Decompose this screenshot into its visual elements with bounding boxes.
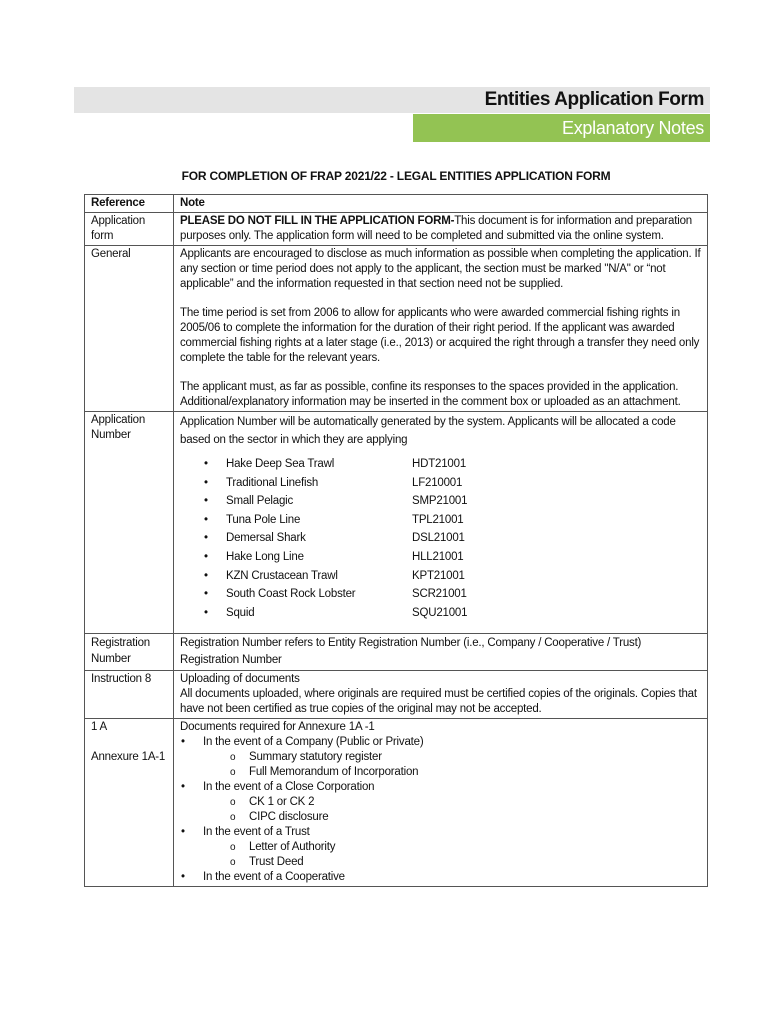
list-item: o Summary statutory register: [203, 750, 702, 765]
note-cell: Registration Number refers to Entity Registration Number (i.e., Company / Cooperative / Trust) Registration Number: [174, 634, 708, 671]
table-header-row: [85, 195, 708, 213]
list-item: • In the event of a Trust o Letter of Authority o Trust Deed: [180, 825, 702, 870]
list-item: o Letter of Authority: [203, 840, 702, 855]
note-cell: [174, 671, 708, 719]
reference-header: Reference: [85, 195, 174, 213]
annexure-title: Documents required for Annexure 1A -1: [180, 721, 375, 734]
sector-code-list: [180, 455, 702, 622]
table-row: [85, 412, 708, 634]
note-cell: [174, 719, 708, 887]
list-item: • Traditional Linefish LF210001: [180, 474, 702, 493]
list-item: o Trust Deed: [203, 855, 702, 870]
form-title: Entities Application Form: [484, 89, 704, 110]
list-item: • In the event of a Company (Public or Private) o Summary statutory register o Full Memorandum of Incorporation: [180, 735, 702, 780]
list-item: • South Coast Rock Lobster SCR21001: [180, 585, 702, 604]
table-row: [85, 634, 708, 671]
warning-text: PLEASE DO NOT FILL IN THE APPLICATION FORM-: [180, 215, 455, 227]
reference-cell: Application Number: [85, 412, 174, 634]
reference-annexure: Annexure 1A-1: [91, 751, 166, 764]
table-row: [85, 246, 708, 412]
table-row: [85, 213, 708, 246]
form-subtitle: Explanatory Notes: [562, 118, 704, 138]
list-item: • Demersal Shark DSL21001: [180, 529, 702, 548]
list-item: • Hake Long Line HLL21001: [180, 548, 702, 567]
note-cell: [174, 213, 708, 246]
note-header: Note: [174, 195, 708, 213]
note-line: Uploading of documents: [180, 673, 300, 686]
note-paragraph: The applicant must, as far as possible, confine its responses to the spaces provided in the application. Additional/explanatory information may be inserted in the comment box or uploaded as an attachment.: [180, 381, 681, 408]
list-item: • KZN Crustacean Trawl KPT21001: [180, 567, 702, 586]
list-item: • In the event of a Close Corporation o CK 1 or CK 2 o CIPC disclosure: [180, 780, 702, 825]
list-item: o CIPC disclosure: [203, 810, 702, 825]
reference-cell: General: [85, 246, 174, 412]
document-heading: FOR COMPLETION OF FRAP 2021/22 - LEGAL ENTITIES APPLICATION FORM: [181, 169, 611, 183]
list-item: • Squid SQU21001: [180, 604, 702, 623]
note-cell: [174, 412, 708, 634]
table-row: [85, 719, 708, 887]
note-paragraph: The time period is set from 2006 to allow for applicants who were awarded commercial fishing rights in 2005/06 to complete the information for the duration of their right period. If the applicant was awarded commercial fishing rights at a later stage (i.e., 2013) or acquired the right through a transfer they need only complete the table for the relevant years.: [180, 307, 700, 364]
reference-cell: [85, 719, 174, 887]
note-paragraph: Application Number will be automatically generated by the system. Applicants will be allocated a code based on the sector in which they are applying: [180, 416, 676, 446]
reference-code: 1 A: [91, 721, 108, 734]
note-text: This document is for information and preparation purposes only. The application form will need to be completed and submitted via the online system.: [180, 215, 692, 242]
table-row: [85, 671, 708, 719]
reference-cell: Registration Number: [85, 634, 174, 671]
note-line: All documents uploaded, where originals are required must be certified copies of the originals. Copies that have not been certified as true copies of the original may not be accepted.: [180, 688, 697, 716]
reference-cell: Application form: [85, 213, 174, 246]
note-paragraph: Applicants are encouraged to disclose as much information as possible when completing the application. If any section or time period does not apply to the applicant, the section must be marked "N/A" or “not applicable” and the information requested in that section need not be supplied.: [180, 248, 701, 290]
list-item: • Hake Deep Sea Trawl HDT21001: [180, 455, 702, 474]
note-cell: [174, 246, 708, 412]
list-item: o CK 1 or CK 2: [203, 795, 702, 810]
reference-cell: Instruction 8: [85, 671, 174, 719]
list-item: • In the event of a Cooperative: [180, 870, 702, 885]
list-item: o Full Memorandum of Incorporation: [203, 765, 702, 780]
list-item: • Small Pelagic SMP21001: [180, 492, 702, 511]
notes-table: [84, 194, 708, 887]
document-list: [180, 735, 702, 885]
list-item: • Tuna Pole Line TPL21001: [180, 511, 702, 530]
